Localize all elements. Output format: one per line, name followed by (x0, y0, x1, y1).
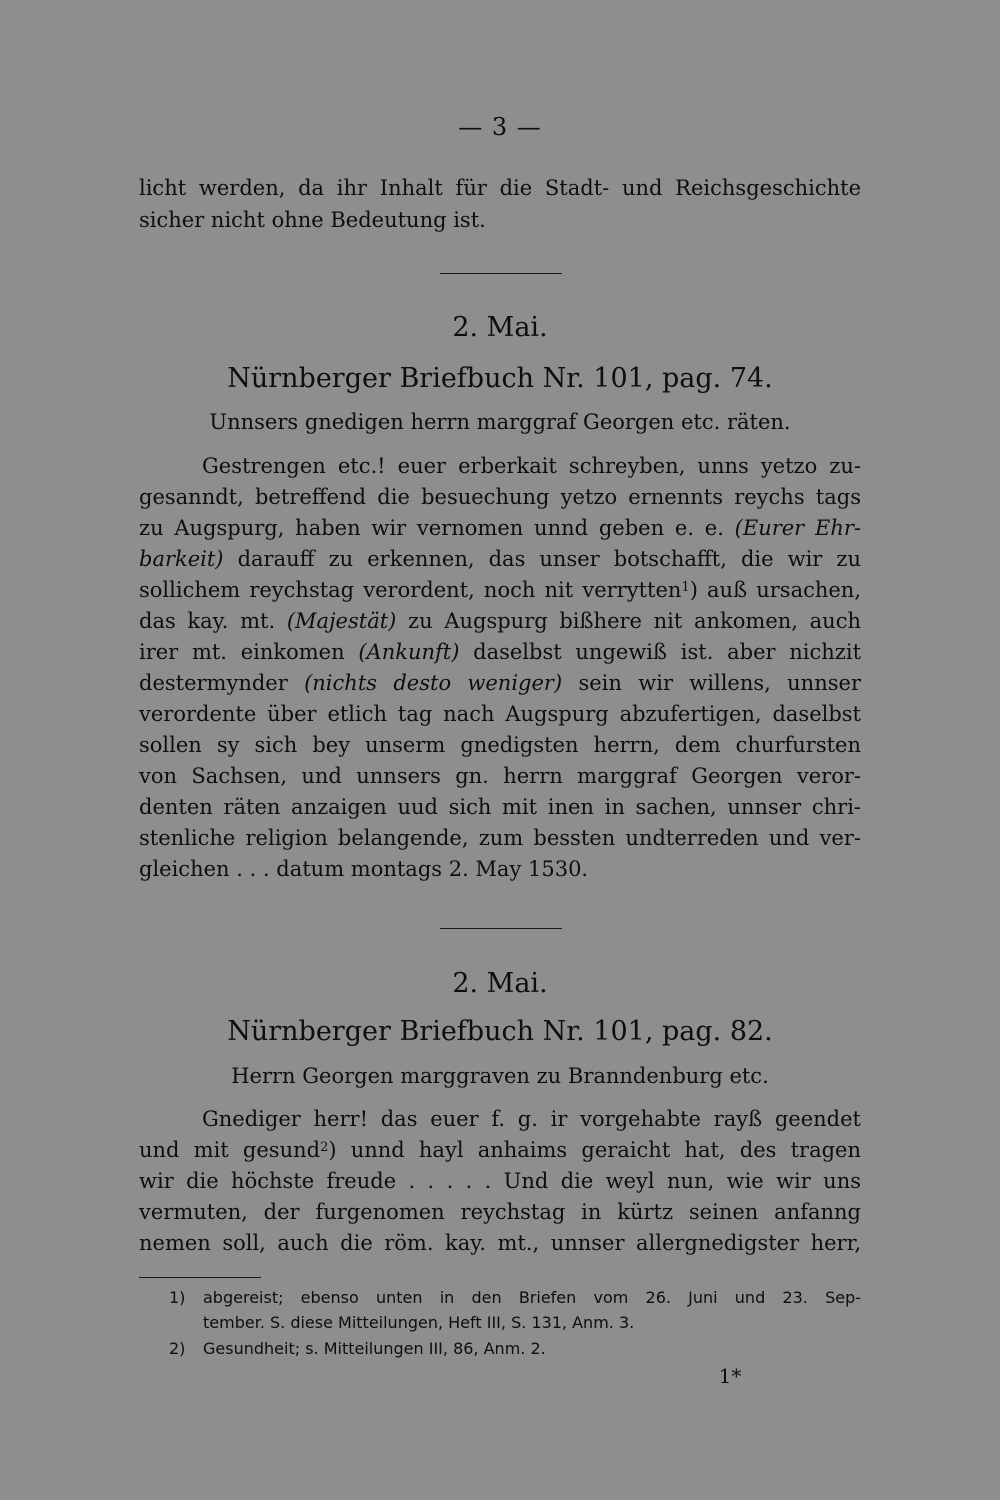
letter1-line: das kay. mt. (Majestät) zu Augspurg bißhere nit ankomen, auch (139, 609, 861, 633)
letter2-line: vermuten, der furgenomen reychstag in kürtz seinen anfanng (139, 1200, 861, 1224)
letter1-line: Gestrengen etc.! euer erberkait schreyben, unns yetzo zu- (202, 454, 861, 478)
page-number: — 3 — (458, 113, 542, 141)
footnote-ref-2: 2 (320, 1140, 329, 1155)
letter1-line: denten räten anzaigen uud sich mit inen in sachen, unnser chri- (139, 795, 861, 819)
letter1-line: destermynder (nichts desto weniger) sein wir willens, unnser (139, 671, 861, 695)
letter1-line: irer mt. einkomen (Ankunft) daselbst ungewiß ist. aber nichzit (139, 640, 862, 664)
footnote-2: 2) Gesundheit; s. Mitteilungen III, 86, Anm. 2. (169, 1339, 546, 1358)
letter1-line: von Sachsen, und unnsers gn. herrn marggraf Georgen veror- (139, 764, 861, 788)
signature-mark: 1* (718, 1364, 742, 1388)
intro-line-1: licht werden, da ihr Inhalt für die Stadt- und Reichsgeschichte (139, 176, 861, 200)
letter1-line: sollen sy sich bey unserm gnedigsten herrn, dem churfursten (139, 733, 861, 757)
section-divider (440, 928, 562, 929)
letter1-date: 2. Mai. (452, 312, 548, 343)
letter2-line: Gnediger herr! das euer f. g. ir vorgehabte rayß geendet (202, 1107, 861, 1131)
footnote-ref-1: 1 (681, 580, 690, 595)
footnote-1-continued: tember. S. diese Mitteilungen, Heft III, S. 131, Anm. 3. (203, 1313, 635, 1332)
intro-line-2: sicher nicht ohne Bedeutung ist. (139, 208, 486, 232)
letter1-line: verordente über etlich tag nach Augspurg abzufertigen, daselbst (139, 702, 861, 726)
letter2-line: wir die höchste freude . . . . . Und die weyl nun, wie wir uns (139, 1169, 861, 1193)
letter1-line: gesanndt, betreffend die besuechung yetzo ernennts reychs tags (139, 485, 861, 509)
letter1-line: gleichen . . . datum montags 2. May 1530. (139, 857, 589, 881)
letter1-line: sollichem reychstag verordent, noch nit verrytten$^1$) auß ursachen, (139, 578, 862, 602)
letter2-source: Nürnberger Briefbuch Nr. 101, pag. 82. (227, 1016, 773, 1047)
letter2-line: nemen soll, auch die röm. kay. mt., unnser allergnedigster herr, (139, 1231, 861, 1255)
letter1-line: zu Augspurg, haben wir vernomen unnd geben e. e. (Eurer Ehr- (139, 516, 861, 540)
footnote-separator (139, 1277, 261, 1278)
footnote-1: 1) abgereist; ebenso unten in den Briefen vom 26. Juni und 23. Sep- (169, 1288, 861, 1307)
section-divider (440, 273, 562, 274)
letter1-line: barkeit) darauff zu erkennen, das unser botschafft, die wir zu (139, 547, 861, 571)
letter1-line: stenliche religion belangende, zum bessten undterreden und ver- (139, 826, 861, 850)
letter2-date: 2. Mai. (452, 968, 548, 999)
letter1-addressee: Unnsers gnedigen herrn marggraf Georgen etc. räten. (209, 410, 791, 434)
letter2-line: und mit gesund$^2$) unnd hayl anhaims geraicht hat, des tragen (139, 1138, 861, 1162)
letter1-source: Nürnberger Briefbuch Nr. 101, pag. 74. (227, 363, 773, 394)
letter2-addressee: Herrn Georgen marggraven zu Branndenburg etc. (231, 1064, 769, 1088)
